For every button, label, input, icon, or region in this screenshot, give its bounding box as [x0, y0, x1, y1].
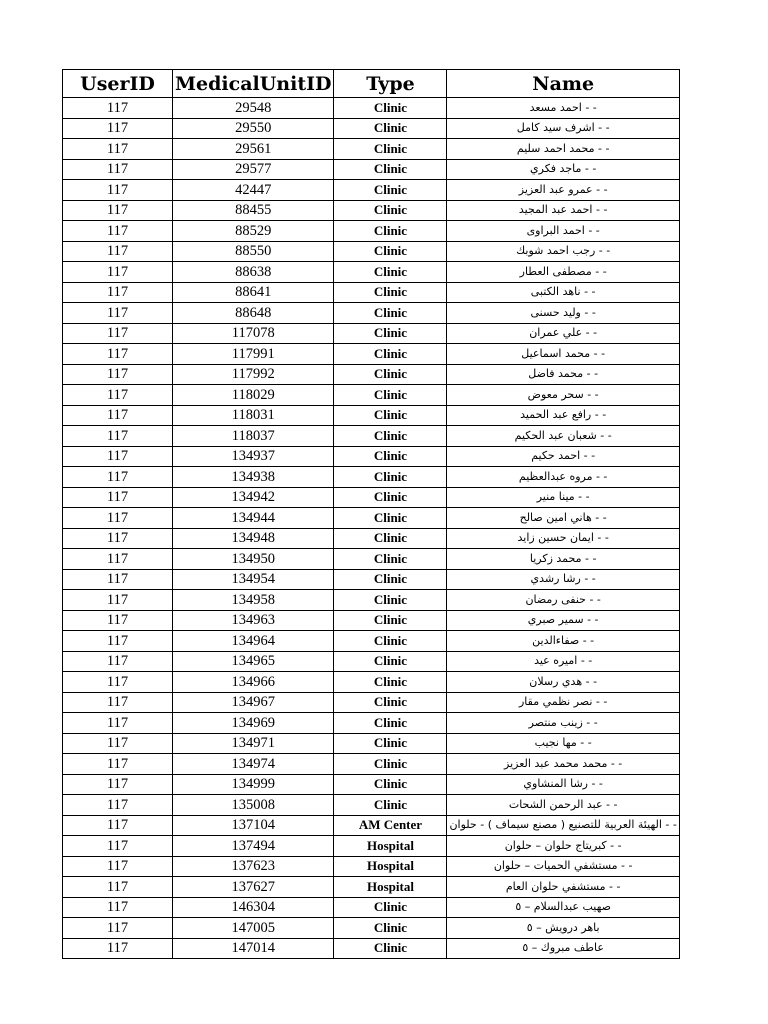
- table-row: [63, 364, 680, 385]
- cell-user-id: 117: [63, 897, 173, 918]
- cell-user-id: 117: [63, 200, 173, 221]
- table-row: [63, 549, 680, 570]
- cell-name: - - اميره عيد: [447, 651, 679, 672]
- table-row: [63, 672, 680, 693]
- cell-type: Clinic: [334, 549, 447, 570]
- cell-name: - - زينب منتصر: [447, 713, 679, 734]
- medical-units-table: [62, 69, 680, 959]
- cell-medical-unit-id: 137104: [173, 815, 334, 836]
- table-row: [63, 139, 680, 160]
- cell-medical-unit-id: 88550: [173, 241, 334, 262]
- cell-name: - - علي عمران: [447, 323, 679, 344]
- cell-type: Clinic: [334, 897, 447, 918]
- table-row: [63, 446, 680, 467]
- cell-type: Clinic: [334, 323, 447, 344]
- cell-medical-unit-id: 134974: [173, 754, 334, 775]
- cell-user-id: 117: [63, 364, 173, 385]
- table-row: [63, 836, 680, 857]
- cell-name: - - عمرو عبد العزيز: [447, 180, 679, 201]
- cell-user-id: 117: [63, 221, 173, 242]
- cell-type: Clinic: [334, 262, 447, 283]
- cell-name: - - احمد البراوى: [447, 221, 679, 242]
- cell-type: Clinic: [334, 631, 447, 652]
- cell-name: - - ناهد الكتبى: [447, 282, 679, 303]
- cell-name: - - هدي رسلان: [447, 672, 679, 693]
- cell-type: Hospital: [334, 836, 447, 857]
- table-row: [63, 344, 680, 365]
- cell-user-id: 117: [63, 262, 173, 283]
- cell-type: Clinic: [334, 795, 447, 816]
- cell-medical-unit-id: 117991: [173, 344, 334, 365]
- cell-type: Clinic: [334, 569, 447, 590]
- cell-type: Clinic: [334, 692, 447, 713]
- cell-type: Clinic: [334, 672, 447, 693]
- cell-user-id: 117: [63, 508, 173, 529]
- cell-medical-unit-id: 134969: [173, 713, 334, 734]
- table-row: [63, 508, 680, 529]
- cell-medical-unit-id: 118029: [173, 385, 334, 406]
- table-row: [63, 528, 680, 549]
- cell-name: - - مصطفى العطار: [447, 262, 679, 283]
- cell-type: Clinic: [334, 754, 447, 775]
- cell-type: Clinic: [334, 405, 447, 426]
- cell-type: Clinic: [334, 918, 447, 939]
- cell-type: Clinic: [334, 282, 447, 303]
- cell-name: - - كبريتاج حلوان – حلوان: [447, 836, 679, 857]
- cell-type: Clinic: [334, 385, 447, 406]
- cell-medical-unit-id: 147005: [173, 918, 334, 939]
- table-row: [63, 795, 680, 816]
- cell-type: Clinic: [334, 241, 447, 262]
- cell-user-id: 117: [63, 426, 173, 447]
- cell-name: - - محمد احمد سليم: [447, 139, 679, 160]
- cell-user-id: 117: [63, 241, 173, 262]
- cell-user-id: 117: [63, 118, 173, 139]
- cell-type: Clinic: [334, 508, 447, 529]
- cell-name: - - الهيئة العربية للتصنيع ( مصنع سيماف ) - حلوان: [447, 815, 679, 836]
- cell-medical-unit-id: 134971: [173, 733, 334, 754]
- table-row: [63, 610, 680, 631]
- table-row: [63, 877, 680, 898]
- cell-type: Clinic: [334, 221, 447, 242]
- cell-type: AM Center: [334, 815, 447, 836]
- cell-type: Clinic: [334, 446, 447, 467]
- cell-medical-unit-id: 134942: [173, 487, 334, 508]
- cell-name: عاطف مبروك – ٥: [447, 938, 679, 959]
- cell-name: - - ايمان حسين زايد: [447, 528, 679, 549]
- cell-type: Hospital: [334, 877, 447, 898]
- cell-type: Clinic: [334, 344, 447, 365]
- cell-user-id: 117: [63, 815, 173, 836]
- cell-name: - - محمد زكريا: [447, 549, 679, 570]
- cell-type: Clinic: [334, 938, 447, 959]
- cell-name: صهيب عبدالسلام – ٥: [447, 897, 679, 918]
- cell-type: Clinic: [334, 467, 447, 488]
- cell-name: - - رجب احمد شوبك: [447, 241, 679, 262]
- cell-medical-unit-id: 134963: [173, 610, 334, 631]
- cell-name: - - شعبان عبد الحكيم: [447, 426, 679, 447]
- cell-medical-unit-id: 88455: [173, 200, 334, 221]
- cell-type: Clinic: [334, 303, 447, 324]
- cell-medical-unit-id: 134965: [173, 651, 334, 672]
- table-row: [63, 241, 680, 262]
- cell-user-id: 117: [63, 159, 173, 180]
- cell-user-id: 117: [63, 344, 173, 365]
- cell-type: Clinic: [334, 180, 447, 201]
- cell-user-id: 117: [63, 405, 173, 426]
- cell-user-id: 117: [63, 713, 173, 734]
- cell-name: - - محمد اسماعيل: [447, 344, 679, 365]
- cell-user-id: 117: [63, 98, 173, 119]
- cell-type: Clinic: [334, 774, 447, 795]
- cell-user-id: 117: [63, 139, 173, 160]
- cell-user-id: 117: [63, 918, 173, 939]
- cell-name: - - رشا رشدي: [447, 569, 679, 590]
- table-row: [63, 569, 680, 590]
- table-row: [63, 815, 680, 836]
- cell-name: - - مها نجيب: [447, 733, 679, 754]
- table-row: [63, 221, 680, 242]
- cell-medical-unit-id: 146304: [173, 897, 334, 918]
- table-row: [63, 897, 680, 918]
- cell-medical-unit-id: 137627: [173, 877, 334, 898]
- cell-medical-unit-id: 137494: [173, 836, 334, 857]
- table-row: [63, 323, 680, 344]
- cell-name: - - نصر نظمي مقار: [447, 692, 679, 713]
- table-row: [63, 467, 680, 488]
- cell-medical-unit-id: 29550: [173, 118, 334, 139]
- cell-user-id: 117: [63, 569, 173, 590]
- table-row: [63, 774, 680, 795]
- cell-type: Clinic: [334, 528, 447, 549]
- table-row: [63, 303, 680, 324]
- cell-name: - - اشرف سيد كامل: [447, 118, 679, 139]
- cell-user-id: 117: [63, 487, 173, 508]
- cell-name: - - محمد محمد عبد العزيز: [447, 754, 679, 775]
- cell-name: باهر درويش – ٥: [447, 918, 679, 939]
- cell-medical-unit-id: 42447: [173, 180, 334, 201]
- cell-type: Clinic: [334, 98, 447, 119]
- table-row: [63, 918, 680, 939]
- cell-medical-unit-id: 134954: [173, 569, 334, 590]
- cell-name: - - صفاءالدين: [447, 631, 679, 652]
- header-medical-unit-id: MedicalUnitID: [173, 70, 334, 98]
- table-row: [63, 118, 680, 139]
- header-user-id: UserID: [63, 70, 173, 98]
- cell-medical-unit-id: 134944: [173, 508, 334, 529]
- table-row: [63, 692, 680, 713]
- cell-medical-unit-id: 118031: [173, 405, 334, 426]
- cell-name: - - محمد فاضل: [447, 364, 679, 385]
- table-row: [63, 487, 680, 508]
- cell-type: Hospital: [334, 856, 447, 877]
- cell-medical-unit-id: 135008: [173, 795, 334, 816]
- table-row: [63, 590, 680, 611]
- cell-type: Clinic: [334, 159, 447, 180]
- cell-name: - - احمد حكيم: [447, 446, 679, 467]
- cell-medical-unit-id: 29548: [173, 98, 334, 119]
- header-name: Name: [447, 70, 679, 98]
- header-row: [63, 70, 680, 98]
- table-row: [63, 754, 680, 775]
- cell-medical-unit-id: 134966: [173, 672, 334, 693]
- cell-medical-unit-id: 88638: [173, 262, 334, 283]
- cell-medical-unit-id: 88529: [173, 221, 334, 242]
- cell-user-id: 117: [63, 282, 173, 303]
- cell-medical-unit-id: 134948: [173, 528, 334, 549]
- cell-type: Clinic: [334, 200, 447, 221]
- cell-name: - - سمير صبري: [447, 610, 679, 631]
- cell-name: - - مينا منير: [447, 487, 679, 508]
- cell-name: - - رشا المنشاوي: [447, 774, 679, 795]
- cell-type: Clinic: [334, 590, 447, 611]
- table-row: [63, 282, 680, 303]
- cell-user-id: 117: [63, 774, 173, 795]
- table-row: [63, 180, 680, 201]
- cell-medical-unit-id: 29577: [173, 159, 334, 180]
- table-row: [63, 262, 680, 283]
- table-row: [63, 713, 680, 734]
- cell-name: - - مستشفي الحميات – حلوان: [447, 856, 679, 877]
- cell-user-id: 117: [63, 692, 173, 713]
- cell-user-id: 117: [63, 590, 173, 611]
- cell-medical-unit-id: 134958: [173, 590, 334, 611]
- cell-name: - - احمد مسعد: [447, 98, 679, 119]
- table-row: [63, 631, 680, 652]
- cell-user-id: 117: [63, 549, 173, 570]
- cell-medical-unit-id: 88641: [173, 282, 334, 303]
- cell-user-id: 117: [63, 754, 173, 775]
- table-row: [63, 159, 680, 180]
- cell-name: - - احمد عبد المجيد: [447, 200, 679, 221]
- cell-user-id: 117: [63, 938, 173, 959]
- cell-type: Clinic: [334, 139, 447, 160]
- cell-user-id: 117: [63, 323, 173, 344]
- cell-user-id: 117: [63, 180, 173, 201]
- cell-type: Clinic: [334, 610, 447, 631]
- cell-user-id: 117: [63, 467, 173, 488]
- header-type: Type: [334, 70, 447, 98]
- cell-medical-unit-id: 134999: [173, 774, 334, 795]
- cell-medical-unit-id: 134937: [173, 446, 334, 467]
- cell-user-id: 117: [63, 446, 173, 467]
- cell-user-id: 117: [63, 877, 173, 898]
- table-row: [63, 385, 680, 406]
- table-row: [63, 98, 680, 119]
- cell-medical-unit-id: 134967: [173, 692, 334, 713]
- table-row: [63, 651, 680, 672]
- cell-name: - - حنفى رمضان: [447, 590, 679, 611]
- cell-user-id: 117: [63, 610, 173, 631]
- cell-type: Clinic: [334, 713, 447, 734]
- cell-user-id: 117: [63, 733, 173, 754]
- cell-user-id: 117: [63, 385, 173, 406]
- table-row: [63, 426, 680, 447]
- table-row: [63, 856, 680, 877]
- table-row: [63, 938, 680, 959]
- cell-type: Clinic: [334, 118, 447, 139]
- cell-medical-unit-id: 88648: [173, 303, 334, 324]
- cell-name: - - سحر معوض: [447, 385, 679, 406]
- cell-user-id: 117: [63, 528, 173, 549]
- cell-medical-unit-id: 118037: [173, 426, 334, 447]
- table-body: [63, 98, 680, 959]
- cell-name: - - عبد الرحمن الشحات: [447, 795, 679, 816]
- cell-user-id: 117: [63, 856, 173, 877]
- cell-medical-unit-id: 134938: [173, 467, 334, 488]
- cell-medical-unit-id: 134964: [173, 631, 334, 652]
- cell-type: Clinic: [334, 426, 447, 447]
- cell-medical-unit-id: 117078: [173, 323, 334, 344]
- cell-name: - - مروه عبدالعظيم: [447, 467, 679, 488]
- cell-medical-unit-id: 134950: [173, 549, 334, 570]
- cell-user-id: 117: [63, 651, 173, 672]
- cell-type: Clinic: [334, 733, 447, 754]
- cell-name: - - وليد حسنى: [447, 303, 679, 324]
- cell-type: Clinic: [334, 487, 447, 508]
- table-row: [63, 200, 680, 221]
- cell-medical-unit-id: 147014: [173, 938, 334, 959]
- table-row: [63, 733, 680, 754]
- cell-user-id: 117: [63, 631, 173, 652]
- cell-user-id: 117: [63, 836, 173, 857]
- cell-user-id: 117: [63, 795, 173, 816]
- cell-medical-unit-id: 137623: [173, 856, 334, 877]
- cell-type: Clinic: [334, 651, 447, 672]
- cell-user-id: 117: [63, 303, 173, 324]
- cell-medical-unit-id: 117992: [173, 364, 334, 385]
- cell-name: - - رافع عبد الحميد: [447, 405, 679, 426]
- cell-name: - - ماجد فكري: [447, 159, 679, 180]
- table-row: [63, 405, 680, 426]
- cell-user-id: 117: [63, 672, 173, 693]
- cell-name: - - هاني امين صالح: [447, 508, 679, 529]
- cell-name: - - مستشفي حلوان العام: [447, 877, 679, 898]
- cell-medical-unit-id: 29561: [173, 139, 334, 160]
- cell-type: Clinic: [334, 364, 447, 385]
